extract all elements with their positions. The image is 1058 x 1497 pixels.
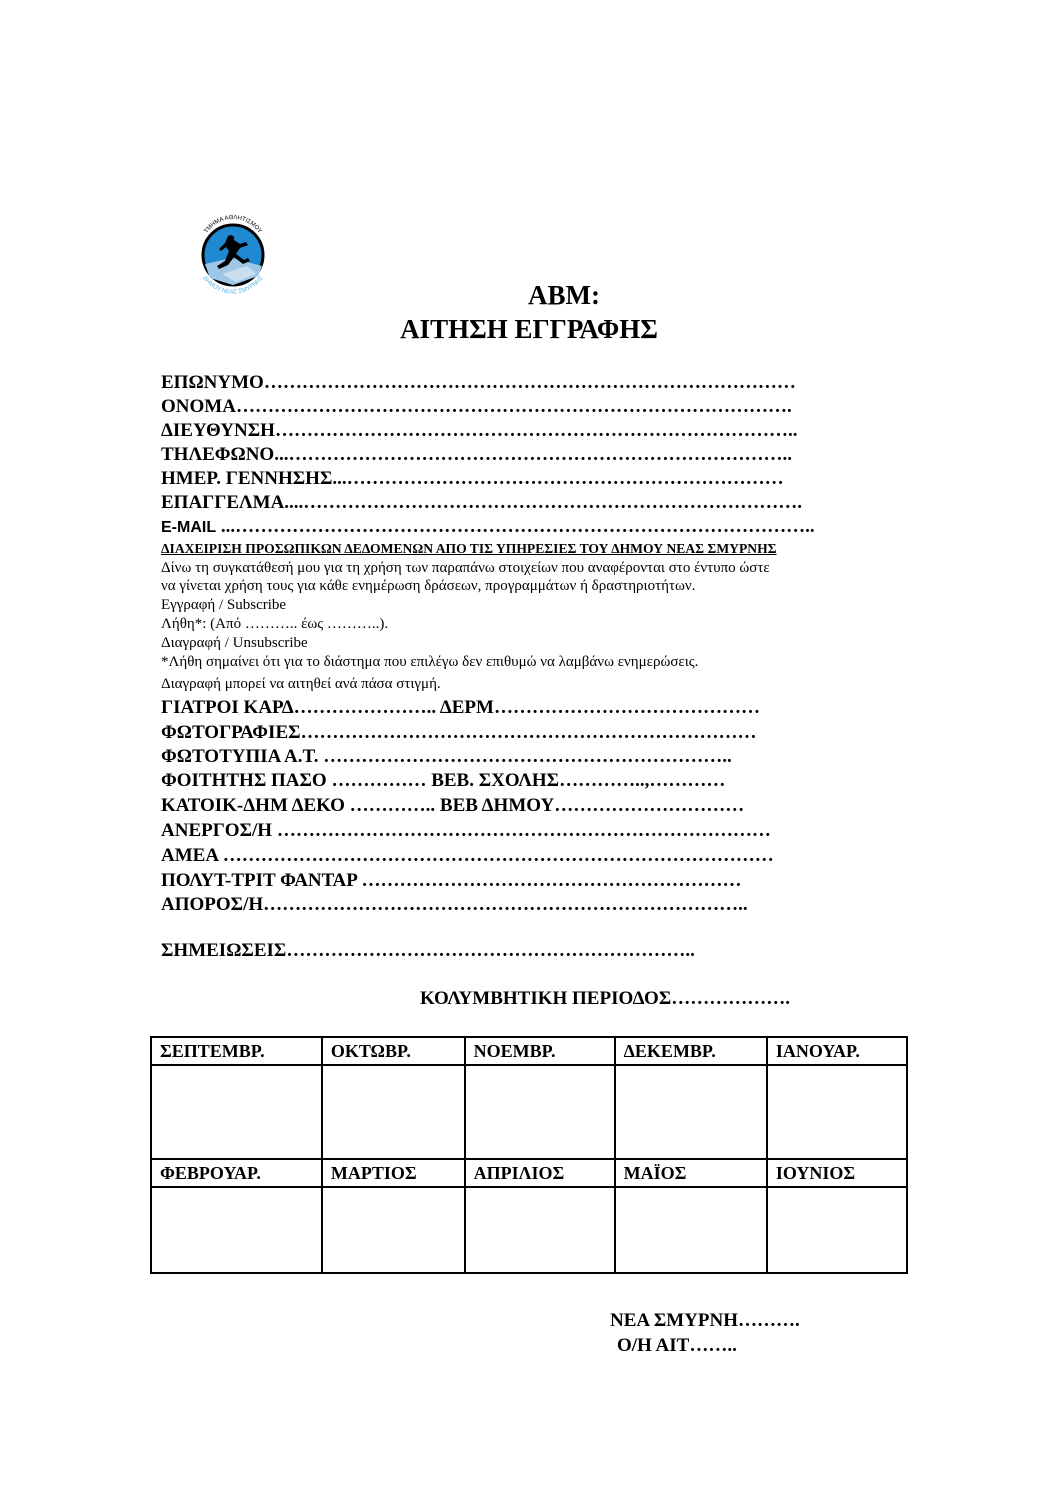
field-dots: ...…………………………………………………………… <box>332 468 784 489</box>
month-cell[interactable] <box>767 1065 907 1159</box>
field-doctors[interactable]: ΓΙΑΤΡΟΙ ΚΑΡΔ………………….. ΔΕΡΜ…………………………………… <box>161 697 760 718</box>
field-unemployed[interactable]: ΑΝΕΡΓΟΣ/Η …………………………………………………………………… <box>161 820 771 841</box>
season-label: ΚΟΛΥΜΒΗΤΙΚΗ ΠΕΡΙΟΔΟΣ <box>420 988 672 1009</box>
months-header-row-2 <box>151 1159 907 1187</box>
field-photos[interactable]: ΦΩΤΟΓΡΑΦΙΕΣ……………………………………………………………… <box>161 722 757 743</box>
field-label: ΔΙΕΥΘΥΝΣΗ <box>161 420 275 441</box>
month-header: ΝΟΕΜΒΡ. <box>465 1037 615 1065</box>
field-resident[interactable]: ΚΑΤΟΙΚ-ΔΗΜ ΔΕΚΟ ………….. ΒΕΒ ΔΗΜΟΥ………………………… <box>161 795 745 816</box>
month-header: ΑΠΡΙΛΙΟΣ <box>465 1159 615 1187</box>
notes-dots: ……………………………………………………….. <box>286 940 695 961</box>
gdpr-note-1: *Λήθη σημαίνει ότι για το διάστημα που επιλέγω δεν επιθυμώ να λαμβάνω ενημερώσεις. <box>161 654 699 670</box>
month-cell[interactable] <box>615 1065 767 1159</box>
gdpr-note-2: Διαγραφή μπορεί να αιτηθεί ανά πάσα στιγμή. <box>161 676 441 692</box>
month-header: ΜΑΪΟΣ <box>615 1159 767 1187</box>
months-entry-row-1 <box>151 1065 907 1159</box>
field-student[interactable]: ΦΟΙΤΗΤΗΣ ΠΑΣΟ …………… ΒΕΒ. ΣΧΟΛΗΣ…………..,………… <box>161 770 726 791</box>
field-dots: ....……………………………………………………………………. <box>284 492 803 513</box>
field-label: ΕΠΑΓΓΕΛΜΑ <box>161 492 285 513</box>
month-header: ΔΕΚΕΜΒΡ. <box>615 1037 767 1065</box>
field-name[interactable] <box>161 396 901 418</box>
months-header-row-1 <box>151 1037 907 1065</box>
months-table <box>150 1036 908 1274</box>
field-profession[interactable] <box>161 492 901 514</box>
month-cell[interactable] <box>767 1187 907 1273</box>
month-cell[interactable] <box>322 1187 465 1273</box>
field-phone[interactable] <box>161 444 901 466</box>
gdpr-consent-line-2: να γίνεται χρήση τους για κάθε ενημέρωση δράσεων, προγραμμάτων ή δραστηριοτήτων. <box>161 578 696 594</box>
month-cell[interactable] <box>465 1065 615 1159</box>
gdpr-unsubscribe-option[interactable]: Διαγραφή / Unsubscribe <box>161 635 308 651</box>
form-subtitle: ΑΙΤΗΣΗ ΕΓΓΡΑΦΗΣ <box>400 314 658 344</box>
months-entry-row-2 <box>151 1187 907 1273</box>
gdpr-heading: ΔΙΑΧΕΙΡΙΣΗ ΠΡΟΣΩΠΙΚΩΝ ΔΕΔΟΜΕΝΩΝ ΑΠΟ ΤΙΣ ΥΠΗΡΕΣΙΕΣ ΤΟΥ ΔΗΜΟΥ ΝΕΑΣ ΣΜΥΡΝΗΣ <box>161 541 777 556</box>
season-dots: ………………. <box>671 988 791 1009</box>
month-cell[interactable] <box>615 1187 767 1273</box>
field-label: ΗΜΕΡ. ΓΕΝΝΗΣΗΣ <box>161 468 333 489</box>
field-low-income[interactable]: ΑΠΟΡΟΣ/Η………………………………………………………………….. <box>161 894 748 915</box>
field-dots: ………………………………………………………………………… <box>263 372 796 393</box>
field-address[interactable] <box>161 420 901 442</box>
field-birth-date[interactable] <box>161 468 901 490</box>
notes-label: ΣΗΜΕΙΩΣΕΙΣ <box>161 940 287 961</box>
month-header: ΦΕΒΡΟΥΑΡ. <box>151 1159 322 1187</box>
logo-top-text: ΤΜΗΜΑ ΑΘΛΗΤΙΣΜΟΥ <box>203 214 263 235</box>
gdpr-subscribe-option[interactable]: Εγγραφή / Subscribe <box>161 597 287 613</box>
field-label: ΟΝΟΜΑ <box>161 396 236 417</box>
field-surname[interactable] <box>161 372 901 394</box>
signature-place[interactable]: ΝΕΑ ΣΜΥΡΝΗ………. <box>610 1310 800 1331</box>
month-cell[interactable] <box>151 1187 322 1273</box>
field-email[interactable] <box>161 516 901 539</box>
month-header: ΜΑΡΤΙΟΣ <box>322 1159 465 1187</box>
gdpr-consent-line-1: Δίνω τη συγκατάθεσή μου για τη χρήση των παραπάνω στοιχείων που αναφέρονται στο έντυπο ώστε <box>161 560 770 576</box>
form-title: ΑΒΜ: <box>528 280 600 310</box>
month-cell[interactable] <box>465 1187 615 1273</box>
field-label: ΕΠΩΝΥΜΟ <box>161 372 264 393</box>
month-header: ΙΟΥΝΙΟΣ <box>767 1159 907 1187</box>
field-large-family-soldier[interactable]: ΠΟΛΥΤ-ΤΡΙΤ ΦΑΝΤΑΡ …………………………………………………… <box>161 870 742 891</box>
field-dots: ...…………………………………………………………………….. <box>274 444 792 465</box>
field-label: ΤΗΛΕΦΩΝΟ <box>161 444 275 465</box>
field-dots: ……………………………………………………………………….. <box>274 420 798 441</box>
field-disabled[interactable]: ΑΜΕΑ …………………………………………………………………………… <box>161 845 774 866</box>
month-cell[interactable] <box>322 1065 465 1159</box>
month-header: ΣΕΠΤΕΜΒΡ. <box>151 1037 322 1065</box>
field-dots: ……………………………………………………………………………. <box>235 396 792 417</box>
signature-applicant[interactable]: Ο/Η ΑΙΤ…….. <box>617 1335 737 1356</box>
field-notes[interactable] <box>161 940 695 962</box>
gdpr-pause-option[interactable]: Λήθη*: (Από ……….. έως ………..). <box>161 616 389 632</box>
field-label: E-MAIL <box>161 519 217 536</box>
field-swimming-season[interactable] <box>420 988 790 1010</box>
month-cell[interactable] <box>151 1065 322 1159</box>
field-dots: ...……………………………………………………………………………….. <box>216 516 815 537</box>
field-id-copy[interactable]: ΦΩΤΟΤΥΠΙΑ Α.Τ. ……………………………………………………….. <box>161 746 732 767</box>
logo-bottom-text: ΔΗΜΟΥ ΝΕΑΣ ΣΜΥΡΝΗΣ <box>201 275 265 296</box>
month-header: ΟΚΤΩΒΡ. <box>322 1037 465 1065</box>
month-header: ΙΑΝΟΥΑΡ. <box>767 1037 907 1065</box>
